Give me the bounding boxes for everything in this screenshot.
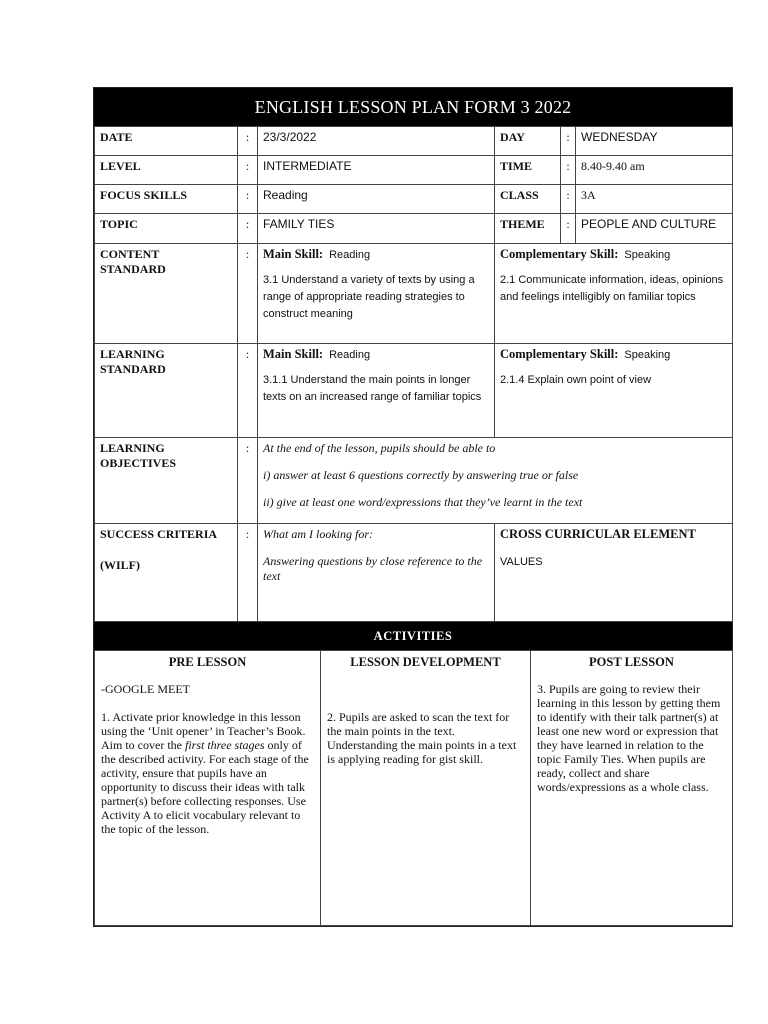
pre-lesson-text [95,706,320,840]
content-main-skill-text: 3.1 Understand a variety of texts by using a range of appropriate reading strategies to construct meaning [263,274,475,320]
class-label: CLASS [495,185,561,214]
learning-comp-skill-cell [495,344,733,438]
pre-lesson-title: PRE LESSON [168,655,247,669]
learning-objectives-label-line2: OBJECTIVES [100,456,177,470]
cross-curricular-value: VALUES [500,556,543,568]
colon: : [238,214,258,244]
cross-curricular-cell [495,524,733,622]
pre-lesson-text-a: 1. Activate prior knowledge in this lesson using the ‘Unit opener’ in Teacher’s Book. Aim to cover the [101,710,306,752]
learning-standard-label [95,344,238,438]
colon: : [561,127,576,156]
main-skill-value: Reading [329,349,371,361]
main-skill-label: Main Skill: [263,247,324,261]
wilf-label: (WILF) [100,558,140,572]
looking-for-text: What am I looking for: [263,527,373,541]
learning-objectives-label [95,438,238,524]
learning-standard-label-line1: LEARNING [100,347,165,361]
colon: : [238,156,258,185]
pre-lesson-text-b: only of the described activity. For each stage of the activity, ensure that pupils have an opportunity to discuss their ideas with talk partner(s) before collecting responses. Use Activity A to elicit vocabulary relevant to the topic of the lesson. [101,738,309,836]
topic-value: FAMILY TIES [258,214,495,244]
date-label: DATE [95,127,238,156]
lesson-development-text: 2. Pupils are asked to scan the text for the main points in the text. Understanding the main points in a text is applying reading for gist skill. [327,710,517,766]
details-table [94,126,733,622]
comp-skill-label: Complementary Skill: [500,247,619,261]
content-standard-label-line1: CONTENT [100,247,160,261]
topic-label: TOPIC [95,214,238,244]
theme-label: THEME [495,214,561,244]
objectives-intro: At the end of the lesson, pupils should be able to [263,441,496,455]
success-criteria-label [95,524,238,622]
day-value: WEDNESDAY [576,127,733,156]
pre-lesson-text-em: first three stages [184,738,265,752]
time-label: TIME [495,156,561,185]
post-lesson-text: 3. Pupils are going to review their learning in this lesson by getting them to identify with their talk partner(s) at least one new word or expression that they have learned in relation to the topic Family Ties. When pupils are ready, collect and share words/expressions as a whole class. [537,682,721,794]
success-answer-text: Answering questions by close reference to the text [263,554,483,583]
colon: : [238,344,258,438]
learning-objectives-cell [258,438,733,524]
lesson-plan-form [93,87,733,927]
focus-skills-label: FOCUS SKILLS [95,185,238,214]
content-comp-skill-cell [495,244,733,344]
focus-skills-value: Reading [258,185,495,214]
lesson-development-title: LESSON DEVELOPMENT [350,655,501,669]
cross-curricular-label: CROSS CURRICULAR ELEMENT [500,527,696,541]
class-value: 3A [576,185,733,214]
colon: : [238,438,258,524]
form-title: ENGLISH LESSON PLAN FORM 3 2022 [94,88,732,126]
content-comp-skill-text: 2.1 Communicate information, ideas, opinions and feelings intelligibly on familiar topics [500,274,724,303]
level-label: LEVEL [95,156,238,185]
post-lesson-column [531,651,733,926]
main-skill-label: Main Skill: [263,347,324,361]
content-standard-label-line2: STANDARD [100,262,166,276]
post-lesson-title: POST LESSON [589,655,674,669]
activities-table [94,650,733,926]
activities-header: ACTIVITIES [94,622,732,650]
objective-item: ii) give at least one word/expressions that they’ve learnt in the text [263,495,583,509]
success-criteria-title: SUCCESS CRITERIA [100,527,218,541]
content-main-skill-cell [258,244,495,344]
learning-comp-skill-text: 2.1.4 Explain own point of view [500,374,652,386]
colon: : [561,185,576,214]
success-criteria-cell [258,524,495,622]
pre-lesson-line: -GOOGLE MEET [101,682,190,696]
comp-skill-value: Speaking [624,349,671,361]
colon: : [238,185,258,214]
colon: : [238,524,258,622]
comp-skill-value: Speaking [624,249,671,261]
lesson-development-column [321,651,531,926]
learning-objectives-label-line1: LEARNING [100,441,165,455]
time-value: 8.40-9.40 am [576,156,733,185]
learning-main-skill-cell [258,344,495,438]
colon: : [561,156,576,185]
colon: : [238,127,258,156]
theme-value: PEOPLE AND CULTURE [576,214,733,244]
comp-skill-label: Complementary Skill: [500,347,619,361]
day-label: DAY [495,127,561,156]
pre-lesson-column [95,651,321,926]
learning-main-skill-text: 3.1.1 Understand the main points in longer texts on an increased range of familiar topics [263,374,482,403]
main-skill-value: Reading [329,249,371,261]
learning-standard-label-line2: STANDARD [100,362,166,376]
date-value: 23/3/2022 [258,127,495,156]
level-value: INTERMEDIATE [258,156,495,185]
objective-item: i) answer at least 6 questions correctly by answering true or false [263,468,579,482]
colon: : [238,244,258,344]
colon: : [561,214,576,244]
content-standard-label [95,244,238,344]
